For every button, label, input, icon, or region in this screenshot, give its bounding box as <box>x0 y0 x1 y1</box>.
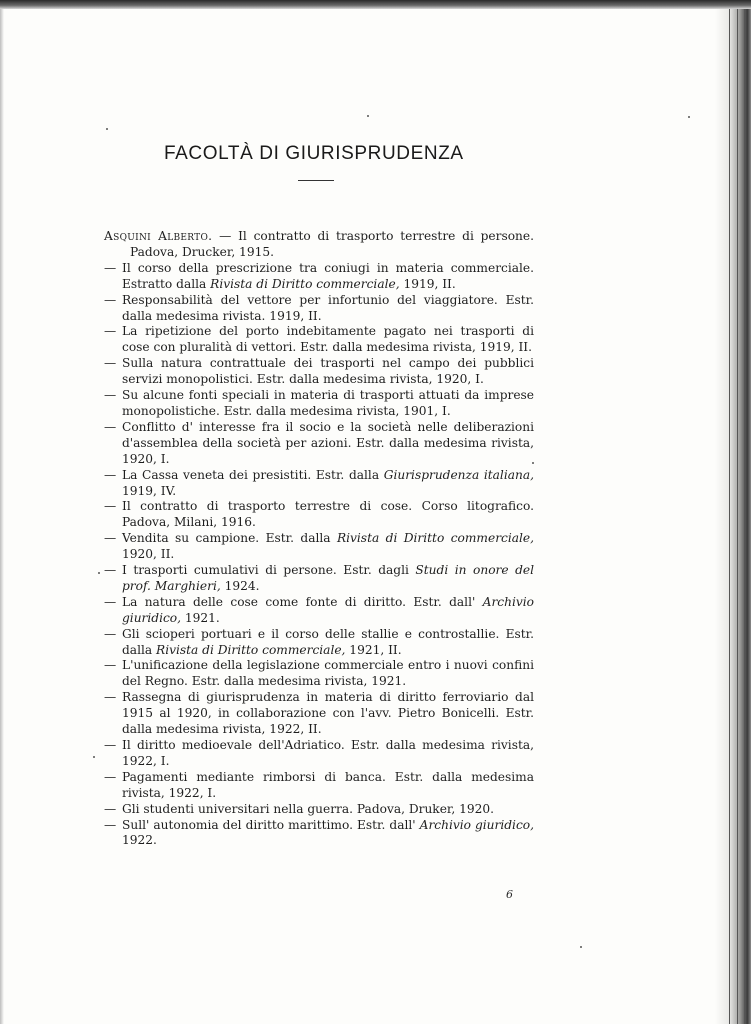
publication-entry <box>104 420 534 468</box>
entry-dash: — <box>104 738 117 752</box>
publication-list <box>104 229 534 849</box>
entry-text: Conflitto d' interesse fra il socio e la società nelle deliberazioni d'assemblea della società per azioni. Estr. dalla medesima rivista, 1920, I. <box>122 419 534 466</box>
entry-text: 1919, IV. <box>122 483 177 498</box>
entry-text: Gli scioperi portuari e il corso delle stallie e controstallie. Estr. dalla <box>122 626 534 657</box>
publication-entry <box>104 499 534 531</box>
entry-dash: — <box>104 801 117 816</box>
scan-right-edge <box>715 9 751 1024</box>
entry-text: 1919, II. <box>399 276 456 291</box>
entry-text: Sulla natura contrattuale dei trasporti nel campo dei pubblici servizi monopolistici. Estr. dalla medesima rivista, 1920, I. <box>122 356 534 387</box>
publication-entry <box>104 818 534 850</box>
entry-dash: — <box>104 626 117 641</box>
entry-dash: — <box>104 292 117 307</box>
scan-top-edge <box>0 0 751 9</box>
publication-entry <box>104 356 534 388</box>
entry-text: 1921, II. <box>345 642 402 657</box>
entry-text: 1921. <box>181 610 220 625</box>
entry-text: Il contratto di trasporto terrestre di cose. Corso litografico. Padova, Milani, 1916. <box>122 499 534 530</box>
title-rule <box>298 180 334 181</box>
publication-entry <box>104 563 534 595</box>
publication-source: Archivio giuridico, <box>122 594 534 625</box>
scan-speck <box>93 756 95 758</box>
scan-speck <box>580 946 582 948</box>
scan-left-edge <box>0 9 4 1024</box>
publication-source: Rivista di Diritto commerciale, <box>210 276 400 291</box>
entry-dash: — <box>104 260 117 275</box>
entry-dash: — <box>104 324 117 339</box>
publication-source: Giurisprudenza italiana, <box>383 467 534 482</box>
entry-dash: — <box>104 499 117 514</box>
entry-text: Responsabilità del vettore per infortunio del viaggiatore. Estr. dalla medesima rivista. 1919, II. <box>122 292 534 323</box>
publication-entry <box>104 388 534 420</box>
publication-source: Studi in onore del prof. Marghieri, <box>122 563 534 593</box>
publication-entry <box>104 531 534 563</box>
publication-entry <box>104 802 534 818</box>
entry-text: Vendita su campione. Estr. dalla <box>122 531 337 546</box>
entry-dash: — <box>104 531 117 546</box>
entry-text: La Cassa veneta dei presistiti. Estr. dalla <box>122 467 384 482</box>
entry-text: Gli studenti universitari nella guerra. Padova, Druker, 1920. <box>122 801 495 816</box>
entry-dash: — <box>104 467 117 482</box>
scan-speck <box>367 115 369 117</box>
entry-text: Pagamenti mediante rimborsi di banca. Estr. dalla medesima rivista, 1922, I. <box>122 769 534 800</box>
entry-text: — Il contratto di trasporto terrestre di persone. Padova, Drucker, 1915. <box>130 229 534 259</box>
entry-dash: — <box>104 594 117 609</box>
entry-text: 1922. <box>122 833 157 848</box>
entry-text: La natura delle cose come fonte di diritto. Estr. dall' <box>122 594 483 609</box>
entry-text: Su alcune fonti speciali in materia di trasporti attuati da imprese monopolistiche. Estr. dalla medesima rivista, 1901, I. <box>122 388 534 418</box>
entry-text: L'unificazione della legislazione commerciale entro i nuovi confini del Regno. Estr. dalla medesima rivista, 1921. <box>122 658 534 689</box>
publication-source: Archivio giuridico, <box>419 817 534 832</box>
entry-dash: — <box>104 690 117 705</box>
scan-speck <box>106 128 108 130</box>
entry-text: Il corso della prescrizione tra coniugi in materia commerciale. Estratto dalla <box>122 260 534 291</box>
publication-entry <box>104 324 534 356</box>
entry-dash: — <box>104 817 117 832</box>
scan-speck <box>688 116 690 118</box>
entry-dash: — <box>104 658 117 673</box>
scan-speck <box>532 462 534 464</box>
publication-entry <box>104 261 534 293</box>
page-number: 6 <box>506 888 513 901</box>
entry-text: Il diritto medioevale dell'Adriatico. Estr. dalla medesima rivista, 1922, I. <box>122 738 534 768</box>
publication-entry <box>104 229 534 261</box>
entry-text: Sull' autonomia del diritto marittimo. Estr. dall' <box>122 817 420 832</box>
publication-entry <box>104 468 534 500</box>
entry-dash: — <box>104 769 117 784</box>
publication-source: Rivista di Diritto commerciale, <box>156 642 346 657</box>
entry-dash: — <box>104 419 117 434</box>
entry-dash: — <box>104 563 117 578</box>
entry-text: Rassegna di giurisprudenza in materia di diritto ferroviario dal 1915 al 1920, in collaborazione con l'avv. Pietro Bonicelli. Estr. dalla medesima rivista, 1922, II. <box>122 690 534 737</box>
entry-text: I trasporti cumulativi di persone. Estr. dagli <box>122 563 416 578</box>
publication-entry <box>104 770 534 802</box>
entry-dash: — <box>104 388 117 403</box>
publication-source: Rivista di Diritto commerciale, <box>336 531 534 546</box>
publication-entry <box>104 690 534 738</box>
publication-entry <box>104 738 534 770</box>
entry-dash: — <box>104 356 117 371</box>
publication-entry <box>104 627 534 659</box>
entry-text: 1920, II. <box>122 547 175 562</box>
entry-text: 1924. <box>220 578 260 593</box>
author-name: Asquini Alberto. <box>104 229 213 243</box>
page-title: FACOLTÀ DI GIURISPRUDENZA <box>164 143 464 164</box>
publication-entry <box>104 595 534 627</box>
publication-entry <box>104 658 534 690</box>
scan-speck <box>98 572 100 574</box>
entry-text: La ripetizione del porto indebitamente pagato nei trasporti di cose con pluralità di vettori. Estr. dalla medesima rivista, 1919, II. <box>122 324 534 355</box>
publication-entry <box>104 293 534 325</box>
